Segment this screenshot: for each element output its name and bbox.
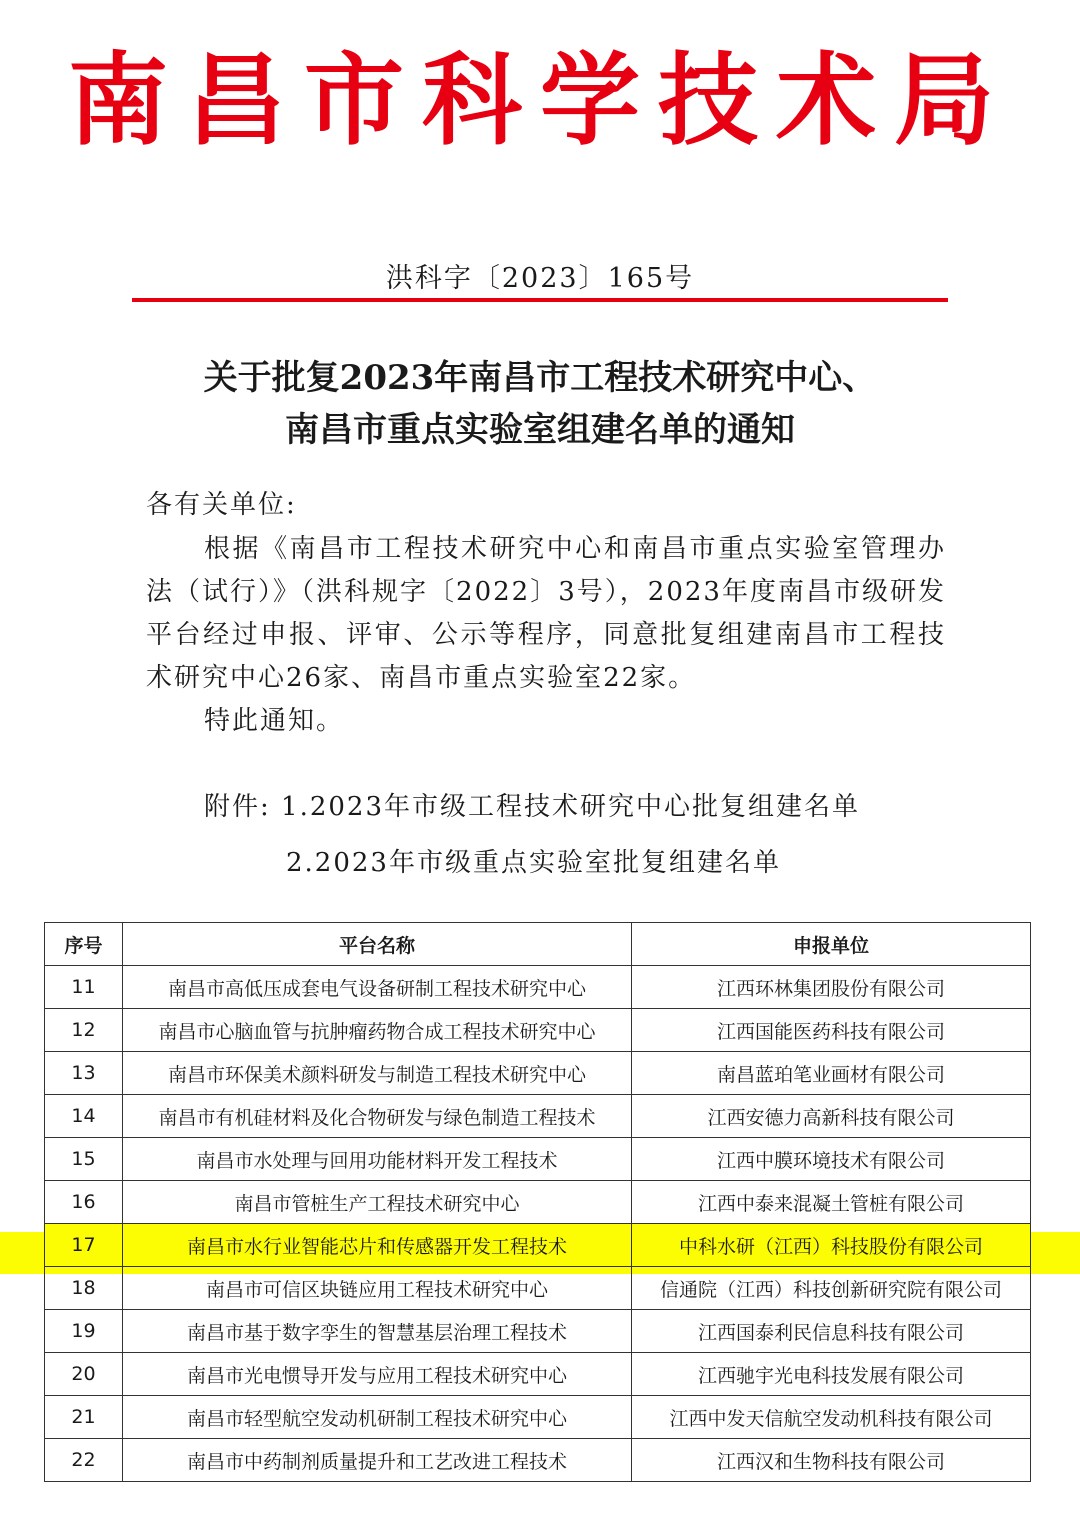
row-platform: 南昌市管桩生产工程技术研究中心 — [123, 1181, 632, 1224]
table-row — [45, 1181, 1031, 1224]
row-serial: 17 — [45, 1224, 123, 1267]
row-platform: 南昌市轻型航空发动机研制工程技术研究中心 — [123, 1396, 632, 1439]
row-unit: 江西安德力高新科技有限公司 — [632, 1095, 1031, 1138]
table-row — [45, 1009, 1031, 1052]
closing-text: 特此通知。 — [204, 706, 345, 736]
attachment-2: 2.2023年市级重点实验室批复组建名单 — [286, 848, 781, 878]
row-serial: 11 — [45, 966, 123, 1009]
row-unit: 江西国能医药科技有限公司 — [632, 1009, 1031, 1052]
notice-title — [0, 352, 1080, 456]
row-platform: 南昌市基于数字孪生的智慧基层治理工程技术 — [123, 1310, 632, 1353]
row-serial: 21 — [45, 1396, 123, 1439]
row-platform: 南昌市水处理与回用功能材料开发工程技术 — [123, 1138, 632, 1181]
row-platform: 南昌市高低压成套电气设备研制工程技术研究中心 — [123, 966, 632, 1009]
table-header-row — [45, 923, 1031, 966]
notice-title-line1: 关于批复2023年南昌市工程技术研究中心、 — [203, 358, 877, 398]
row-unit: 江西国泰利民信息科技有限公司 — [632, 1310, 1031, 1353]
row-unit: 江西中发天信航空发动机科技有限公司 — [632, 1396, 1031, 1439]
header-platform: 平台名称 — [123, 923, 632, 966]
row-unit: 信通院（江西）科技创新研究院有限公司 — [632, 1267, 1031, 1310]
table-row — [45, 1095, 1031, 1138]
header-serial: 序号 — [45, 923, 123, 966]
row-unit: 江西环林集团股份有限公司 — [632, 966, 1031, 1009]
row-unit: 江西驰宇光电科技发展有限公司 — [632, 1353, 1031, 1396]
row-platform: 南昌市心脑血管与抗肿瘤药物合成工程技术研究中心 — [123, 1009, 632, 1052]
row-serial: 16 — [45, 1181, 123, 1224]
table-row — [45, 1396, 1031, 1439]
table-row — [45, 1138, 1031, 1181]
row-unit: 江西中膜环境技术有限公司 — [632, 1138, 1031, 1181]
table-row — [45, 966, 1031, 1009]
row-platform: 南昌市水行业智能芯片和传感器开发工程技术 — [123, 1224, 632, 1267]
approval-list-table — [44, 922, 1031, 1482]
row-serial: 14 — [45, 1095, 123, 1138]
row-serial: 20 — [45, 1353, 123, 1396]
salutation: 各有关单位: — [146, 490, 297, 520]
row-platform: 南昌市可信区块链应用工程技术研究中心 — [123, 1267, 632, 1310]
notice-body: 根据《南昌市工程技术研究中心和南昌市重点实验室管理办法（试行）》（洪科规字〔2022〕3号），2023年度南昌市级研发平台经过申报、评审、公示等程序，同意批复组建南昌市工程技术研究中心26家、南昌市重点实验室22家。 — [146, 534, 946, 693]
table-row — [45, 1439, 1031, 1482]
row-serial: 13 — [45, 1052, 123, 1095]
table-row — [45, 1052, 1031, 1095]
row-serial: 18 — [45, 1267, 123, 1310]
table-row — [45, 1353, 1031, 1396]
row-serial: 22 — [45, 1439, 123, 1482]
agency-masthead: 南昌市科学技术局 — [68, 41, 1012, 159]
row-unit: 中科水研（江西）科技股份有限公司 — [632, 1224, 1031, 1267]
row-unit: 江西汉和生物科技有限公司 — [632, 1439, 1031, 1482]
attachment-1: 附件: 1.2023年市级工程技术研究中心批复组建名单 — [204, 792, 860, 822]
row-platform: 南昌市中药制剂质量提升和工艺改进工程技术 — [123, 1439, 632, 1482]
row-serial: 15 — [45, 1138, 123, 1181]
row-unit: 江西中泰来混凝土管桩有限公司 — [632, 1181, 1031, 1224]
row-unit: 南昌蓝珀笔业画材有限公司 — [632, 1052, 1031, 1095]
notice-title-line2: 南昌市重点实验室组建名单的通知 — [285, 410, 795, 450]
document-number: 洪科字〔2023〕165号 — [385, 263, 695, 294]
table-row — [45, 1224, 1031, 1267]
table-row — [45, 1267, 1031, 1310]
row-platform: 南昌市有机硅材料及化合物研发与绿色制造工程技术 — [123, 1095, 632, 1138]
table-row — [45, 1310, 1031, 1353]
header-unit: 申报单位 — [632, 923, 1031, 966]
red-divider — [132, 298, 948, 302]
row-platform: 南昌市环保美术颜料研发与制造工程技术研究中心 — [123, 1052, 632, 1095]
table-body — [45, 966, 1031, 1482]
row-platform: 南昌市光电惯导开发与应用工程技术研究中心 — [123, 1353, 632, 1396]
row-serial: 19 — [45, 1310, 123, 1353]
row-serial: 12 — [45, 1009, 123, 1052]
